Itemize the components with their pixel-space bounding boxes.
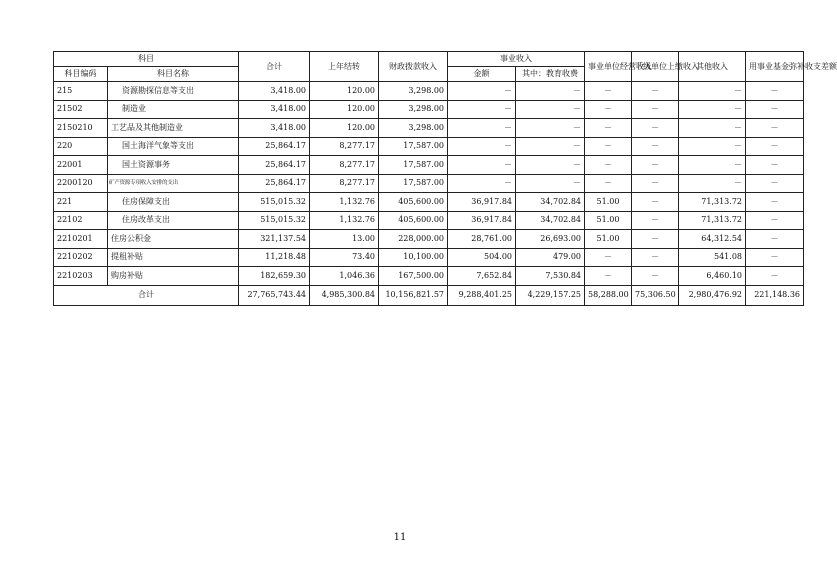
cell-total: 25,864.17 [239,174,310,193]
cell-other: － [679,119,746,138]
cell-name: 住房改革支出 [108,211,239,230]
cell-code: 2210202 [54,248,108,267]
total-total: 27,765,743.44 [239,285,310,305]
cell-subordinate: － [632,267,679,286]
cell-name: 住房保障支出 [108,193,239,212]
cell-subordinate: － [632,230,679,249]
total-label: 合计 [54,285,239,305]
cell-carryover: 1,132.76 [310,211,379,230]
cell-subordinate: － [632,137,679,156]
cell-code: 2210203 [54,267,108,286]
cell-edu: 7,530.84 [516,267,585,286]
header-fiscal: 财政拨款收入 [379,52,448,82]
cell-operating: － [585,174,632,193]
table-row [54,230,804,249]
cell-subordinate: － [632,100,679,119]
cell-fund: － [746,156,804,175]
total-row [54,285,804,305]
cell-operating: － [585,248,632,267]
cell-subordinate: － [632,248,679,267]
cell-subordinate: － [632,156,679,175]
cell-subordinate: － [632,193,679,212]
cell-operating: － [585,100,632,119]
cell-operating: － [585,267,632,286]
header-amount: 金额 [448,67,516,82]
total-amount: 9,288,401.25 [448,285,516,305]
cell-carryover: 1,046.36 [310,267,379,286]
cell-other: 6,460.10 [679,267,746,286]
cell-amount: 7,652.84 [448,267,516,286]
table-row [54,119,804,138]
cell-name: 购房补贴 [108,267,239,286]
cell-carryover: 8,277.17 [310,137,379,156]
header-operating-income: 事业单位经营收入 [585,52,632,82]
cell-amount: 36,917.84 [448,211,516,230]
cell-fund: － [746,137,804,156]
cell-carryover: 120.00 [310,100,379,119]
cell-other: － [679,174,746,193]
cell-fund: － [746,119,804,138]
cell-total: 3,418.00 [239,119,310,138]
cell-operating: 51.00 [585,193,632,212]
cell-other: － [679,137,746,156]
cell-edu: － [516,156,585,175]
header-subject: 科目 [54,52,239,67]
cell-subordinate: － [632,119,679,138]
cell-total: 321,137.54 [239,230,310,249]
header-carryover: 上年结转 [310,52,379,82]
cell-carryover: 120.00 [310,82,379,101]
cell-code: 22102 [54,211,108,230]
cell-operating: － [585,156,632,175]
cell-code: 2200120 [54,174,108,193]
total-other: 2,980,476.92 [679,285,746,305]
page-number: 11 [393,532,407,543]
table-row [54,174,804,193]
cell-amount: 504.00 [448,248,516,267]
cell-name: 资源勘探信息等支出 [108,82,239,101]
cell-total: 3,418.00 [239,100,310,119]
cell-fiscal: 167,500.00 [379,267,448,286]
cell-amount: 36,917.84 [448,193,516,212]
cell-code: 2210201 [54,230,108,249]
cell-other: － [679,82,746,101]
cell-edu: 26,693.00 [516,230,585,249]
cell-carryover: 8,277.17 [310,174,379,193]
cell-name: 提租补贴 [108,248,239,267]
cell-carryover: 73.40 [310,248,379,267]
total-edu: 4,229,157.25 [516,285,585,305]
cell-code: 221 [54,193,108,212]
cell-amount: － [448,156,516,175]
cell-total: 25,864.17 [239,156,310,175]
cell-name: 住房公积金 [108,230,239,249]
header-other-income: 其他收入 [679,52,746,82]
header-total: 合计 [239,52,310,82]
header-of-which-edu: 其中：教育收费 [516,67,585,82]
cell-edu: － [516,100,585,119]
header-subject-name: 科目名称 [108,67,239,82]
cell-carryover: 1,132.76 [310,193,379,212]
cell-operating: － [585,82,632,101]
table-row [54,156,804,175]
cell-subordinate: － [632,174,679,193]
cell-fund: － [746,82,804,101]
cell-code: 215 [54,82,108,101]
cell-edu: － [516,82,585,101]
table-row [54,137,804,156]
cell-other: － [679,156,746,175]
cell-fund: － [746,100,804,119]
cell-operating: 51.00 [585,230,632,249]
cell-amount: 28,761.00 [448,230,516,249]
cell-fund: － [746,174,804,193]
cell-fund: － [746,193,804,212]
total-fund: 221,148.36 [746,285,804,305]
cell-name: 工艺品及其他制造业 [108,119,239,138]
table-row [54,100,804,119]
cell-operating: 51.00 [585,211,632,230]
header-fund-offset: 用事业基金弥补收支差额 [746,52,804,82]
cell-operating: － [585,119,632,138]
cell-amount: － [448,137,516,156]
cell-fiscal: 228,000.00 [379,230,448,249]
cell-total: 515,015.32 [239,193,310,212]
cell-fiscal: 17,587.00 [379,174,448,193]
cell-other: 541.08 [679,248,746,267]
cell-subordinate: － [632,82,679,101]
cell-other: 71,313.72 [679,211,746,230]
cell-fiscal: 17,587.00 [379,156,448,175]
cell-total: 182,659.30 [239,267,310,286]
header-subject-code: 科目编码 [54,67,108,82]
cell-edu: 34,702.84 [516,193,585,212]
header-subordinate-income: 下级单位上缴收入 [632,52,679,82]
cell-name: 国土资源事务 [108,156,239,175]
cell-fund: － [746,248,804,267]
cell-amount: － [448,119,516,138]
cell-fiscal: 3,298.00 [379,82,448,101]
cell-edu: 479.00 [516,248,585,267]
cell-name: 制造业 [108,100,239,119]
table-row [54,193,804,212]
cell-edu: 34,702.84 [516,211,585,230]
cell-fund: － [746,211,804,230]
total-carryover: 4,985,300.84 [310,285,379,305]
cell-carryover: 120.00 [310,119,379,138]
table-row [54,82,804,101]
total-subordinate: 75,306.50 [632,285,679,305]
cell-edu: － [516,137,585,156]
cell-fiscal: 405,600.00 [379,211,448,230]
cell-edu: － [516,174,585,193]
cell-edu: － [516,119,585,138]
table-row [54,248,804,267]
total-fiscal: 10,156,821.57 [379,285,448,305]
cell-amount: － [448,100,516,119]
total-operating: 58,288.00 [585,285,632,305]
budget-table [53,51,837,306]
cell-total: 25,864.17 [239,137,310,156]
cell-name: 国土海洋气象等支出 [108,137,239,156]
cell-code: 21502 [54,100,108,119]
cell-subordinate: － [632,211,679,230]
cell-amount: － [448,174,516,193]
cell-other: 64,312.54 [679,230,746,249]
cell-fiscal: 17,587.00 [379,137,448,156]
cell-carryover: 13.00 [310,230,379,249]
cell-fiscal: 3,298.00 [379,100,448,119]
cell-other: 71,313.72 [679,193,746,212]
cell-fiscal: 3,298.00 [379,119,448,138]
cell-code: 220 [54,137,108,156]
cell-fiscal: 405,600.00 [379,193,448,212]
cell-code: 2150210 [54,119,108,138]
cell-fiscal: 10,100.00 [379,248,448,267]
cell-carryover: 8,277.17 [310,156,379,175]
cell-total: 11,218.48 [239,248,310,267]
table-row [54,267,804,286]
cell-fund: － [746,267,804,286]
cell-total: 3,418.00 [239,82,310,101]
cell-fund: － [746,230,804,249]
cell-other: － [679,100,746,119]
table-row [54,211,804,230]
cell-amount: － [448,82,516,101]
cell-total: 515,015.32 [239,211,310,230]
header-business-income: 事业收入 [448,52,585,67]
cell-code: 22001 [54,156,108,175]
cell-name: 矿产资源专项收入安排的支出 [108,174,239,193]
cell-operating: － [585,137,632,156]
